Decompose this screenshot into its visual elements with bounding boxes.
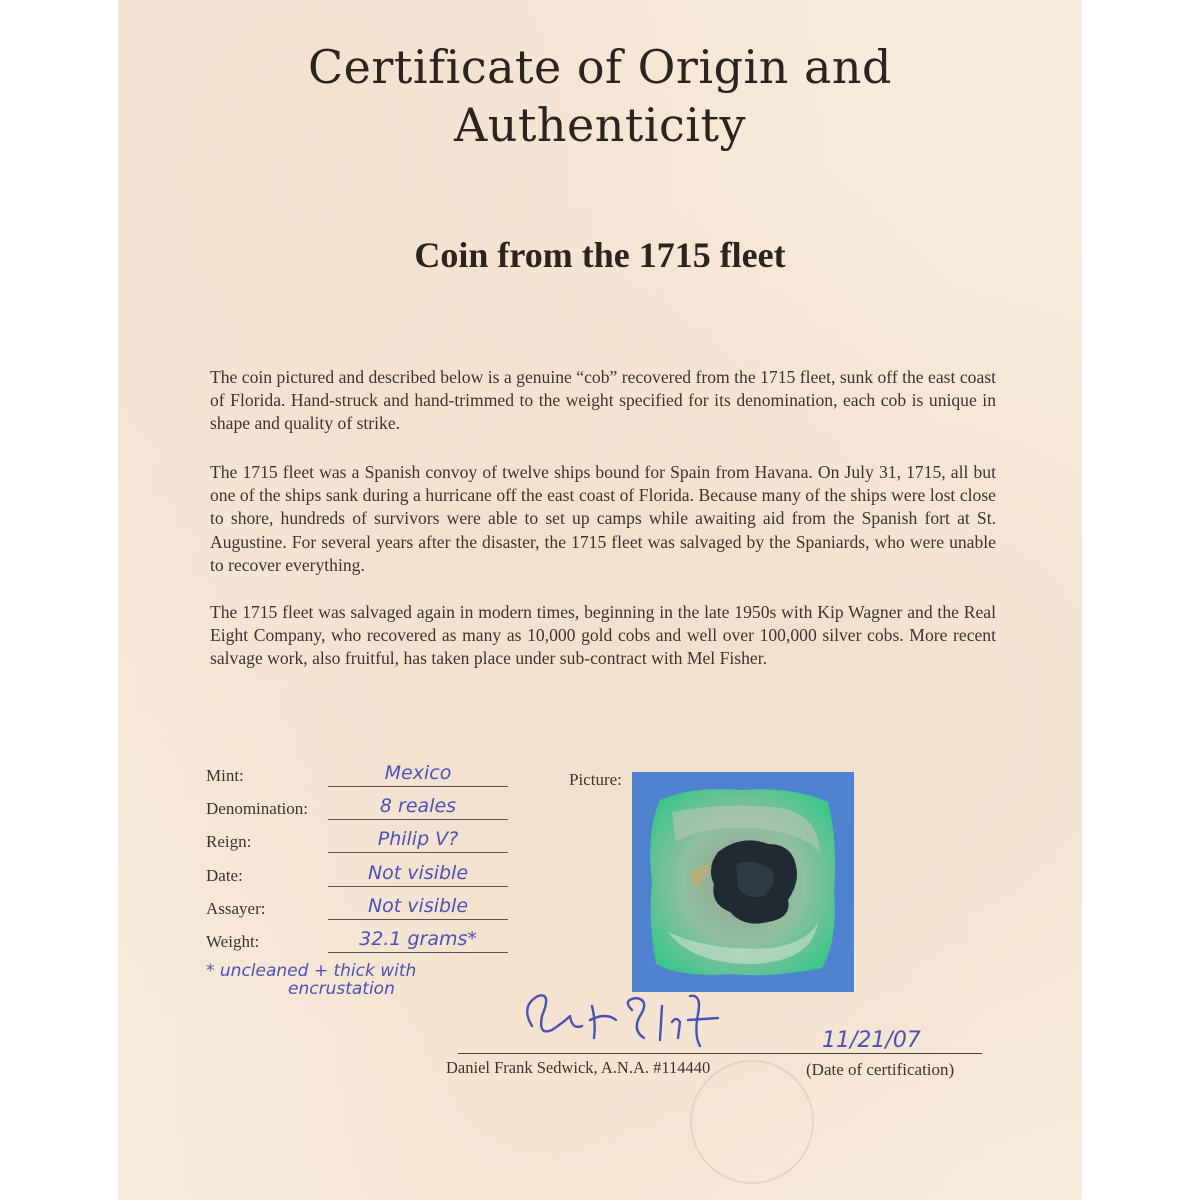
field-value-denomination: 8 reales	[328, 793, 508, 820]
handwritten-note-line-2: encrustation	[288, 979, 395, 999]
field-value-reign: Philip V?	[328, 826, 508, 853]
title-line-1: Certificate of Origin and	[307, 40, 893, 94]
field-value-date: Not visible	[328, 860, 508, 887]
coin-photo	[632, 772, 854, 992]
signature	[512, 986, 762, 1056]
field-value-weight: 32.1 grams*	[328, 926, 508, 953]
field-label-weight: Weight:	[206, 932, 260, 951]
certification-date-label: (Date of certification)	[806, 1060, 955, 1079]
handwritten-note-line-1: * uncleaned + thick with	[206, 961, 417, 981]
field-label-denomination: Denomination:	[206, 799, 308, 818]
paragraph-history: The 1715 fleet was a Spanish convoy of twelve ships bound for Spain from Havana. On July 31, 1715, all but one of the ships sank during a hurricane off the east coast of Florida. Because many of the ships were lost close to shore, hundreds of survivors were able to set up camps while awaiting aid from the Spanish fort at St. Augustine. For several years after the disaster, the 1715 fleet was salvaged by the Spaniards, who were unable to recover everything.	[210, 462, 996, 575]
embossed-seal	[690, 1060, 814, 1184]
picture-label: Picture:	[569, 770, 622, 789]
field-label-date: Date:	[206, 866, 243, 885]
field-label-reign: Reign:	[206, 832, 252, 851]
coin-image	[632, 772, 854, 992]
paragraph-intro: The coin pictured and described below is a genuine “cob” recovered from the 1715 fleet, sunk off the east coast of Florida. Hand-struck and hand-trimmed to the weight specified for its denomination, each cob is unique in shape and quality of strike.	[210, 367, 996, 434]
field-label-mint: Mint:	[206, 766, 244, 785]
field-value-mint: Mexico	[328, 760, 508, 787]
signature-line	[458, 1053, 982, 1054]
signer-name: Daniel Frank Sedwick, A.N.A. #114440	[446, 1058, 711, 1077]
field-label-assayer: Assayer:	[206, 899, 266, 918]
title-line-2: Authenticity	[454, 98, 746, 152]
paragraph-salvage: The 1715 fleet was salvaged again in modern times, beginning in the late 1950s with Kip Wagner and the Real Eight Company, who recovered as many as 10,000 gold cobs and well over 100,000 silver cobs. More recent salvage work, also fruitful, has taken place under sub-contract with Mel Fisher.	[210, 602, 996, 669]
certificate-title	[118, 38, 1082, 154]
certificate-subtitle: Coin from the 1715 fleet	[414, 235, 786, 275]
certification-date-value: 11/21/07	[822, 1028, 921, 1053]
field-value-assayer: Not visible	[328, 893, 508, 920]
